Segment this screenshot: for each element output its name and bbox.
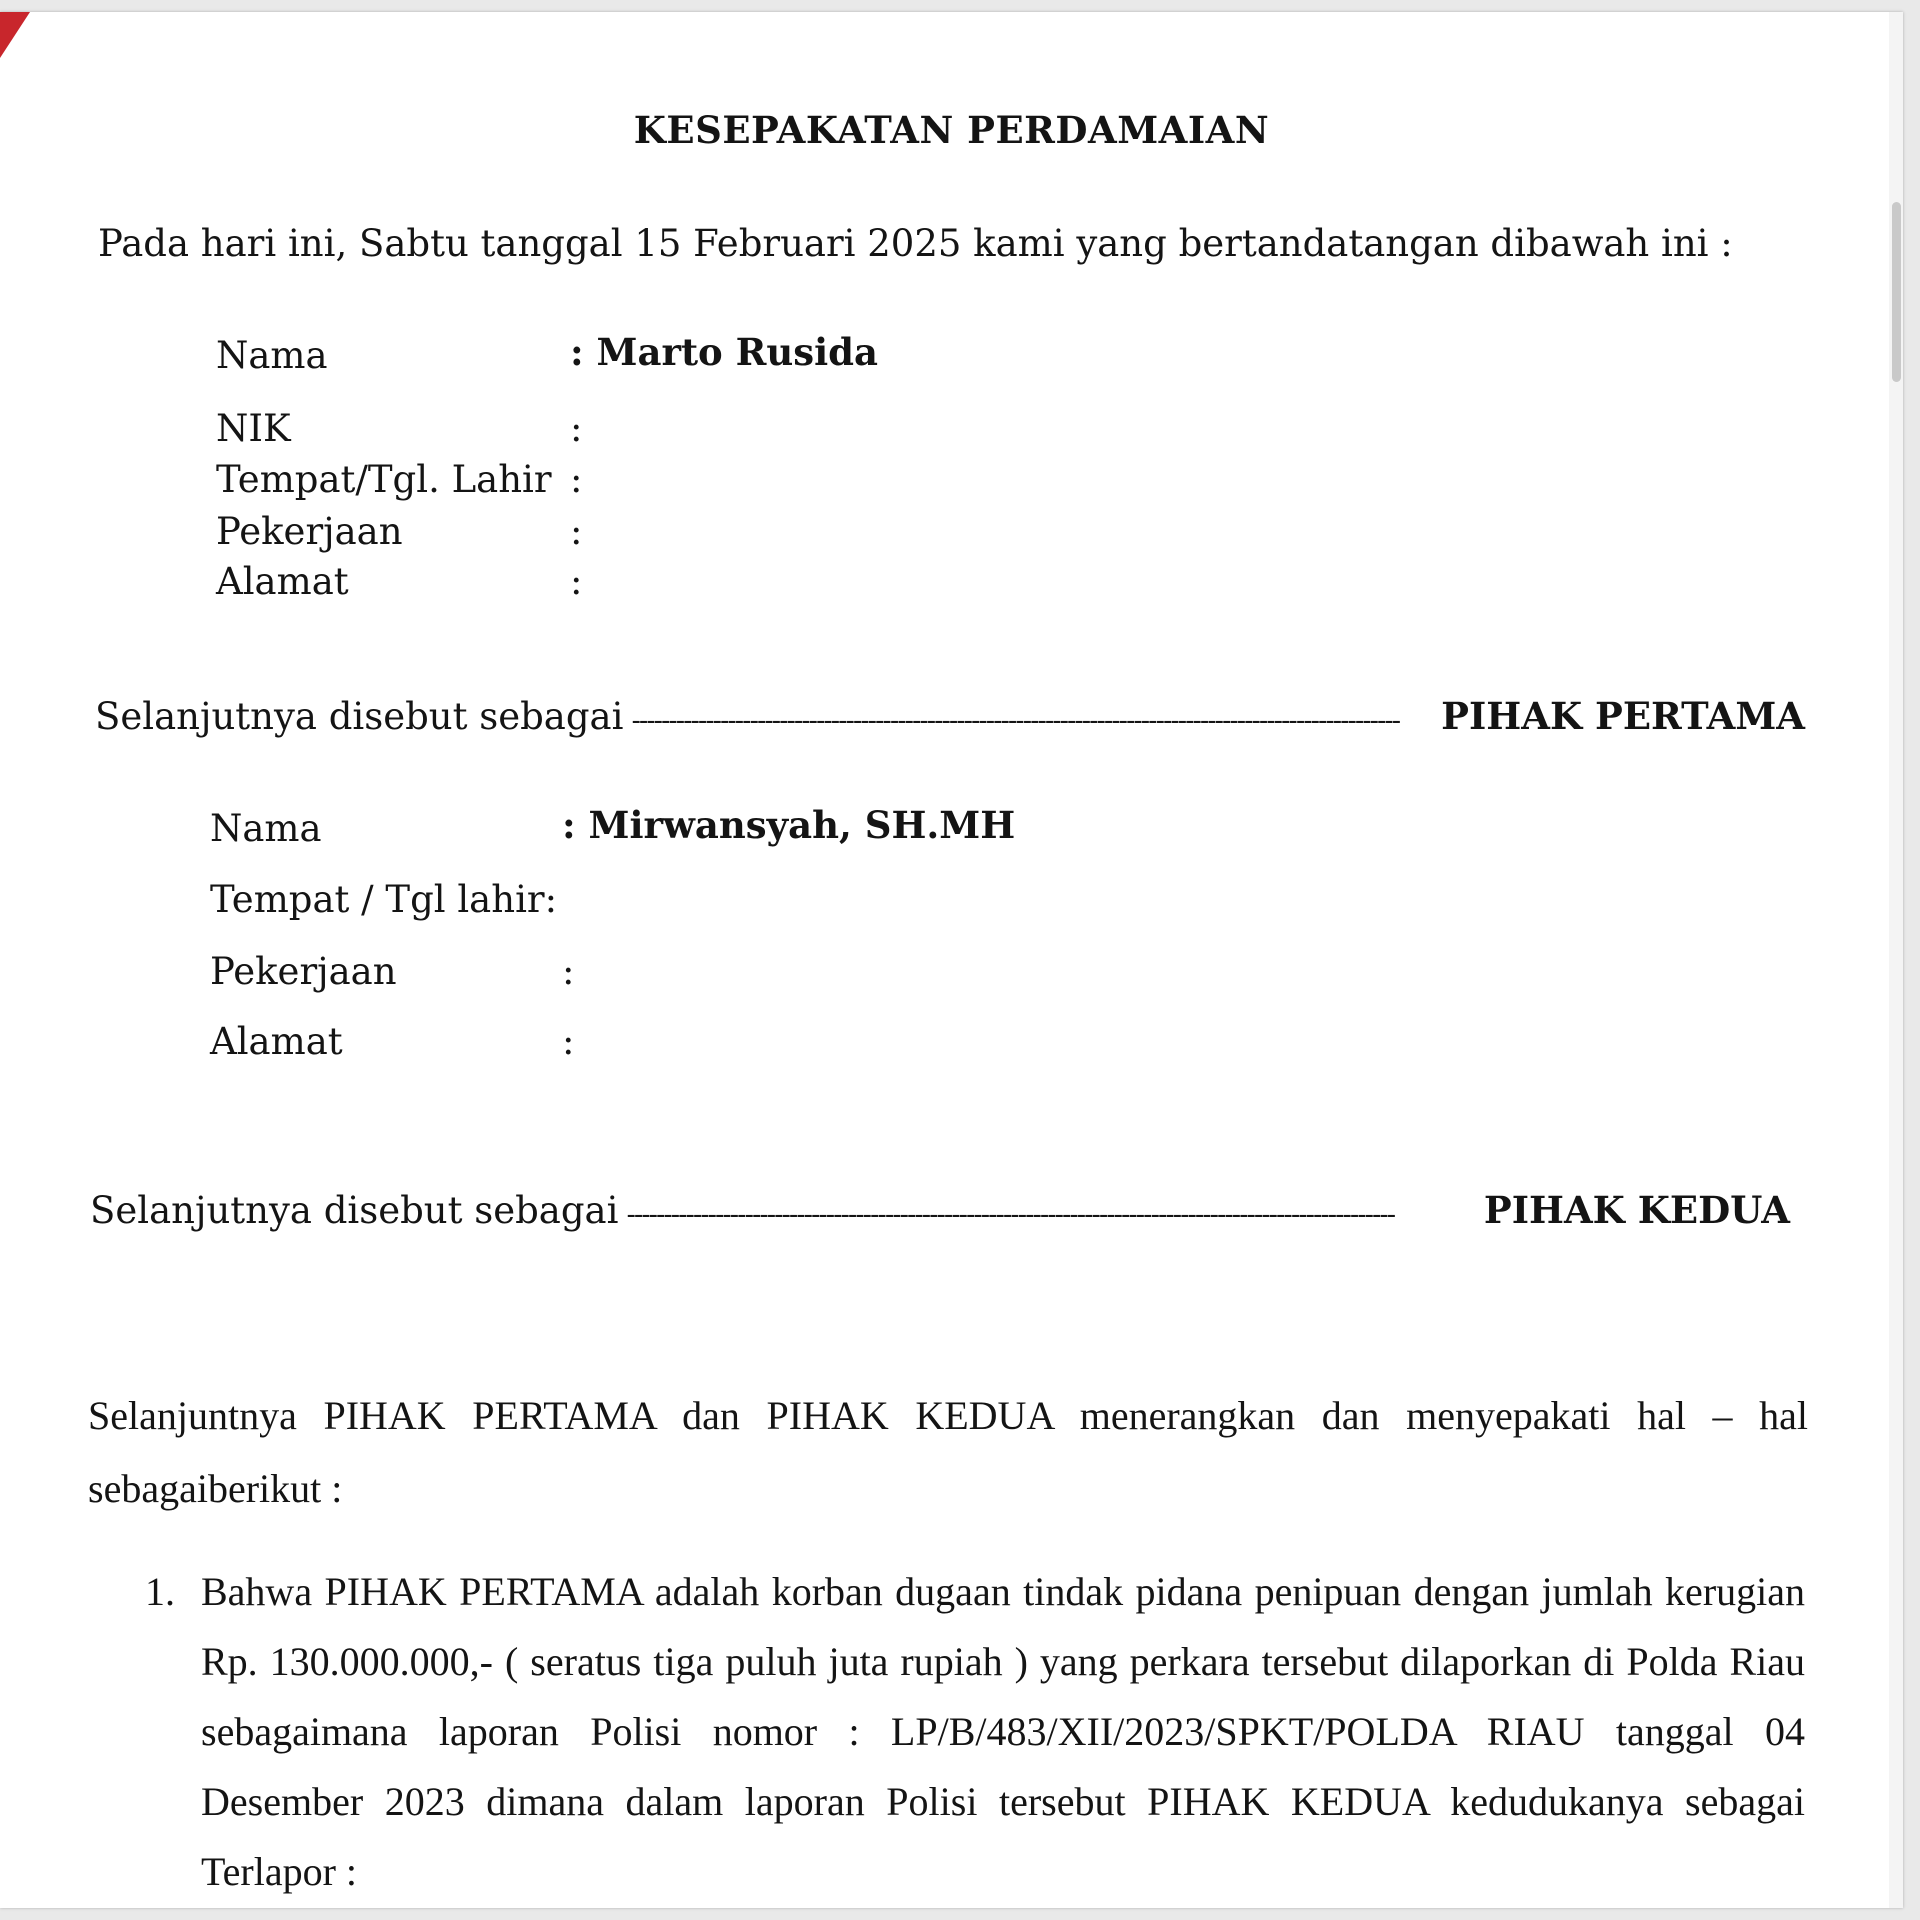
party2-address-label: Alamat	[210, 1020, 343, 1063]
party2-birth-label: Tempat / Tgl lahir:	[210, 878, 558, 921]
party1-birth-label: Tempat/Tgl. Lahir	[216, 458, 552, 501]
party2-address-value: :	[562, 1020, 575, 1063]
scrollbar[interactable]	[1889, 12, 1903, 1908]
agreement-statement: Selanjuntnya PIHAK PERTAMA dan PIHAK KEDUA menerangkan dan menyepakati hal – hal sebagaiberikut :	[88, 1393, 1808, 1511]
party2-reference-text: Selanjutnya disebut sebagai	[90, 1189, 619, 1232]
intro-text: Pada hari ini, Sabtu tanggal 15 Februari 2025 kami yang bertandatangan dibawah ini :	[98, 222, 1733, 265]
party1-reference	[95, 694, 1805, 738]
party2-job-label: Pekerjaan	[210, 950, 397, 993]
party2-name-label: Nama	[210, 807, 322, 850]
document-title: KESEPAKATAN PERDAMAIAN	[633, 108, 1270, 152]
point-text: Bahwa PIHAK PERTAMA adalah korban dugaan tindak pidana penipuan dengan jumlah kerugian Rp. 130.000.000,- ( seratus tiga puluh juta rupiah ) yang perkara tersebut dilaporkan di Polda Riau sebagaimana laporan Polisi nomor : LP/B/483/XII/2023/SPKT/POLDA RIAU tanggal 04 Desember 2023 dimana dalam laporan Polisi tersebut PIHAK KEDUA kedudukanya sebagai Terlapor :	[201, 1569, 1805, 1894]
party1-job-value: :	[570, 510, 583, 553]
party1-dash-leader: --------------------------------------------------------------------------------------------------------	[631, 706, 1400, 736]
agreement-point	[145, 1557, 1805, 1907]
party1-reference-text: Selanjutnya disebut sebagai	[95, 695, 624, 738]
party1-name-label: Nama	[216, 334, 328, 377]
point-number: 1.	[145, 1569, 175, 1614]
party2-designation: PIHAK KEDUA	[1483, 1188, 1790, 1232]
party2-name-value: : Mirwansyah, SH.MH	[562, 803, 1016, 847]
party1-designation: PIHAK PERTAMA	[1441, 694, 1805, 738]
party2-reference	[90, 1188, 1790, 1232]
party1-nik-label: NIK	[216, 407, 291, 450]
party1-name-value: : Marto Rusida	[570, 330, 878, 374]
party1-birth-value: :	[570, 458, 583, 501]
party2-dash-leader: --------------------------------------------------------------------------------------------------------	[626, 1200, 1395, 1230]
document-page	[0, 12, 1903, 1908]
party1-address-value: :	[570, 560, 583, 603]
party1-address-label: Alamat	[216, 560, 349, 603]
scrollbar-thumb[interactable]	[1892, 202, 1901, 382]
corner-mark	[0, 12, 30, 58]
party2-job-value: :	[562, 950, 575, 993]
party1-job-label: Pekerjaan	[216, 510, 403, 553]
party1-nik-value: :	[570, 407, 583, 450]
